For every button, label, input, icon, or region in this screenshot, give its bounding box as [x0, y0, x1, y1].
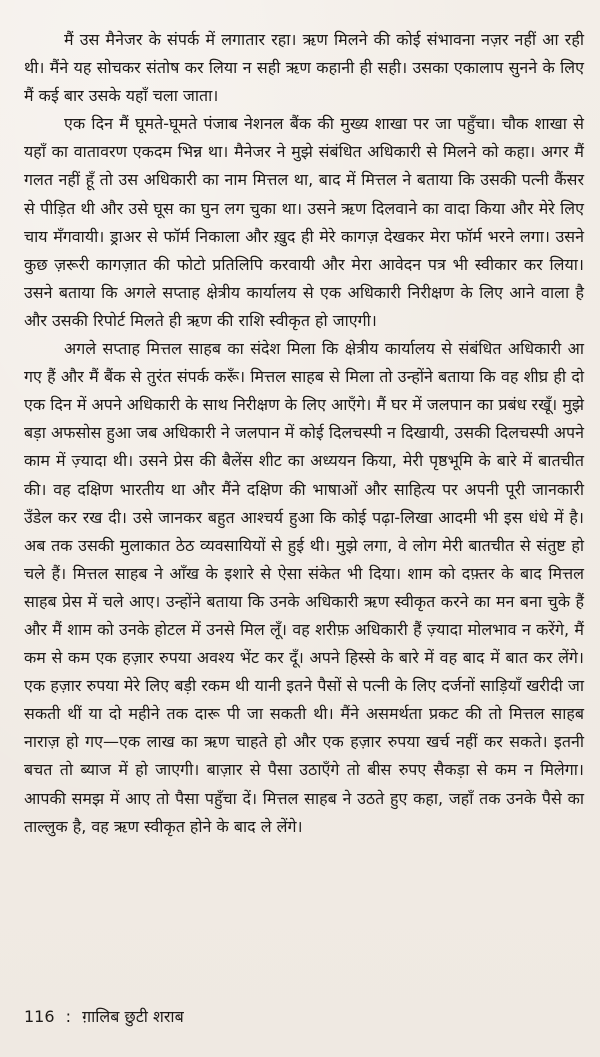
- running-title: ग़ालिब छुटी शराब: [82, 1007, 184, 1026]
- footer-separator: :: [65, 1007, 72, 1026]
- paragraph-3: अगले सप्ताह मित्तल साहब का संदेश मिला कि क्षेत्रीय कार्यालय से संबंधित अधिकारी आ गए हैं और मैं बैंक से तुरंत संपर्क करूँ। मित्तल साहब से मिला तो उन्होंने बताया कि वह शीघ्र ही दो एक दिन में अपने अधिकारी के साथ निरीक्षण के लिए आएँगे। मैं घर में जलपान का प्रबंध रखूँ। मुझे बड़ा अफसोस हुआ जब अधिकारी ने जलपान में कोई दिलचस्पी न दिखायी, उसकी दिलचस्पी अपने काम में ज़्यादा थी। उसने प्रेस की बैलेंस शीट का अध्ययन किया, मेरी पृष्ठभूमि के बारे में बातचीत की। वह दक्षिण भारतीय था और मैंने दक्षिण की भाषाओं और साहित्य पर अपनी पूरी जानकारी उँडेल कर रख दी। उसे जानकर बहुत आश्चर्य हुआ कि कोई पढ़ा-लिखा आदमी भी इस धंधे में है। अब तक उसकी मुलाकात ठेठ व्यवसायियों से हुई थी। मुझे लगा, वे लोग मेरी बातचीत से संतुष्ट हो चले हैं। मित्तल साहब ने आँख के इशारे से ऐसा संकेत भी दिया। शाम को दफ़्तर के बाद मित्तल साहब प्रेस में चले आए। उन्होंने बताया कि उनके अधिकारी ऋण स्वीकृत करने का मन बना चुके हैं और मैं शाम को उनके होटल में उनसे मिल लूँ। वह शरीफ़ अधिकारी हैं ज़्यादा मोलभाव न करेंगे, मैं कम से कम एक हज़ार रुपया अवश्य भेंट कर दूँ। अपने हिस्से के बारे में वह बाद में बात कर लेंगे। एक हज़ार रुपया मेरे लिए बड़ी रकम थी यानी इतने पैसों से पत्नी के लिए दर्जनों साड़ियाँ खरीदी जा सकती थीं या दो महीने तक दारू पी जा सकती थी। मैंने असमर्थता प्रकट की तो मित्तल साहब नाराज़ हो गए—एक लाख का ऋण चाहते हो और एक हज़ार रुपया खर्च नहीं कर सकते। इतनी बचत तो ब्याज में हो जाएगी। बाज़ार से पैसा उठाएँगे तो बीस रुपए सैकड़ा से कम न मिलेगा। आपकी समझ में आए तो पैसा पहुँचा दें। मित्तल साहब ने उठते हुए कहा, जहाँ तक उनके पैसे का ताल्लुक है, वह ऋण स्वीकृत होने के बाद ले लेंगे।: [24, 339, 584, 836]
- body-text: [24, 26, 584, 841]
- paragraph-1: मैं उस मैनेजर के संपर्क में लगातार रहा। ऋण मिलने की कोई संभावना नज़र नहीं आ रही थी। मैंने यह सोचकर संतोष कर लिया न सही ऋण कहानी ही सही। उसका एकालाप सुनने के लिए मैं कई बार उसके यहाँ चला जाता।: [24, 30, 584, 106]
- page-footer: [24, 1005, 184, 1029]
- page-number: 116: [24, 1007, 55, 1026]
- paragraph-2: एक दिन मैं घूमते-घूमते पंजाब नेशनल बैंक की मुख्य शाखा पर जा पहुँचा। चौक शाखा से यहाँ का वातावरण एकदम भिन्न था। मैनेजर ने मुझे संबंधित अधिकारी से मिलने को कहा। अगर मैं गलत नहीं हूँ तो उस अधिकारी का नाम मित्तल था, बाद में मित्तल ने बताया कि उसकी पत्नी कैंसर से पीड़ित थी और उसे घूस का घुन लग चुका था। उसने ऋण दिलवाने का वादा किया और मेरे लिए चाय मँगवायी। ड्राअर से फॉर्म निकाला और ख़ुद ही मेरे कागज़ देखकर मेरा फॉर्म भरने लगा। उसने कुछ ज़रूरी कागज़ात की फोटो प्रतिलिपि करवायी और मेरा आवेदन पत्र भी स्वीकार कर लिया। उसने बताया कि अगले सप्ताह क्षेत्रीय कार्यालय से एक अधिकारी निरीक्षण के लिए आने वाला है और उसकी रिपोर्ट मिलते ही ऋण की राशि स्वीकृत हो जाएगी।: [24, 114, 584, 330]
